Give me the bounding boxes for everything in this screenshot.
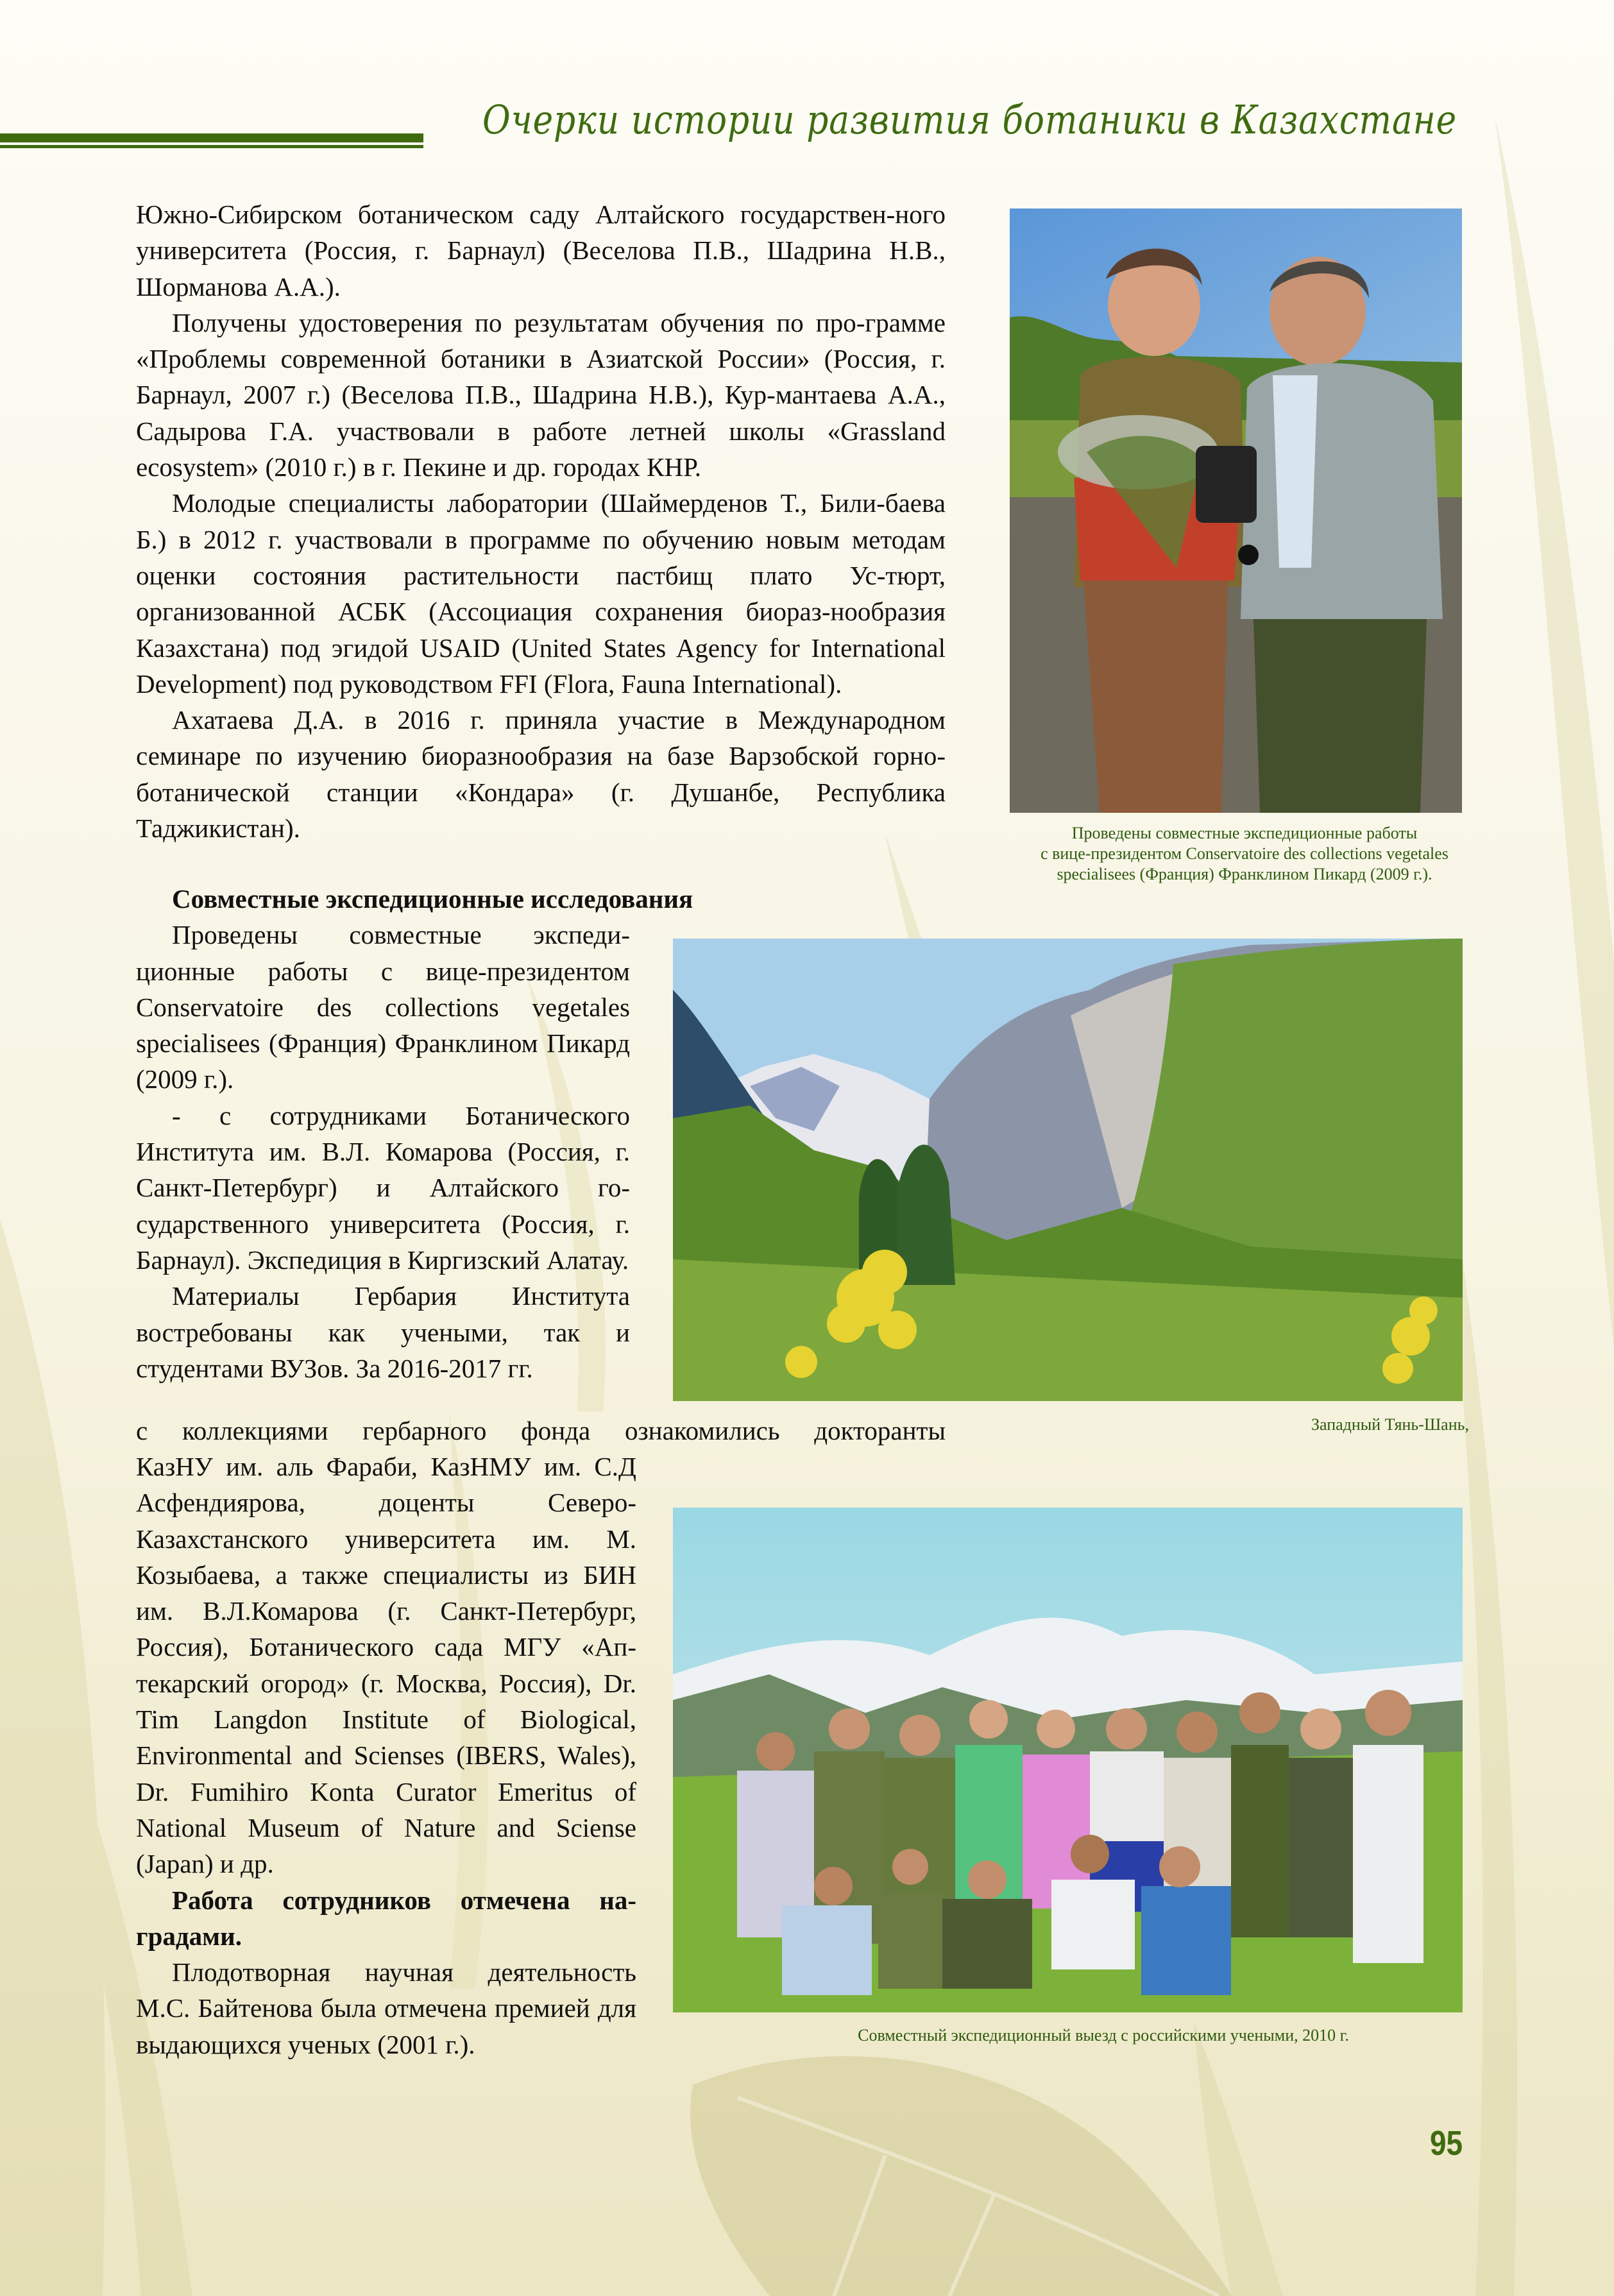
header-rule-thick — [0, 133, 423, 142]
photo-caption-2: Западный Тянь-Шань, — [1311, 1415, 1469, 1434]
section-heading: Работа сотрудников отмечена на-градами. — [136, 1885, 636, 1951]
caption-line: с вице-президентом Conservatoire des collections vegetales — [1041, 844, 1448, 863]
text-column-bottom — [136, 1449, 636, 2062]
text-column-middle — [136, 881, 693, 1386]
photo-caption-1 — [988, 823, 1501, 885]
text-line-wide — [136, 1413, 946, 1449]
photo-two-botanists — [1010, 208, 1462, 813]
page-number: 95 — [1429, 2124, 1463, 2163]
paragraph: Ахатаева Д.А. в 2016 г. приняла участие в Международном семинаре по изучению биоразнообразия на базе Варзобской горно-ботанической станции «Кондара» (г. Душанбе, Республика Таджикистан). — [136, 705, 946, 844]
paragraph: Материалы Гербария Института востребованы как учеными, так и студентами ВУЗов. За 2016-2017 гг. — [136, 1281, 630, 1383]
paragraph: Проведены совместные экспеди-ционные работы с вице-президентом Conservatoire des collections vegetales specialisees (Франция) Франклином Пикард (2009 г.). — [136, 920, 630, 1094]
header-rule-thin — [0, 145, 423, 148]
paragraph: - с сотрудниками Ботанического Института им. В.Л. Комарова (Россия, г. Санкт-Петербург) и Алтайского го-сударственного университета (Россия, г. Барнаул). Экспедиция в Киргизский Алатау. — [136, 1100, 630, 1275]
caption-line: Проведены совместные экспедиционные работы — [1071, 824, 1418, 842]
paragraph: Плодотворная научная деятельность М.С. Байтенова была отмечена премией для выдающихся ученых (2001 г.). — [136, 1957, 636, 2059]
paragraph: КазНУ им. аль Фараби, КазНМУ им. С.Д Асфендиярова, доценты Северо-Казахстанского университета им. М. Козыбаева, а также специалисты из БИН им. В.Л.Комарова (г. Санкт-Петербург, Россия), Ботанического сада МГУ «Ап-текарский огород» (г. Москва, Россия), Dr. Tim Langdon Institute of Biological, Environmental and Scienses (IBERS, Wales), Dr. Fumihiro Konta Curator Emeritus of National Museum of Nature and Sciense (Japan) и др. — [136, 1452, 636, 1879]
text-column-top — [136, 196, 946, 846]
caption-line: specialisees (Франция) Франклином Пикард (2009 г.). — [1057, 865, 1432, 883]
section-heading: Совместные экспедиционные исследования — [172, 884, 693, 914]
paragraph-line: с коллекциями гербарного фонда ознакомились докторанты — [136, 1416, 946, 1445]
photo-caption-3: Совместный экспедиционный выезд с российскими учеными, 2010 г. — [858, 2026, 1349, 2045]
paragraph: Получены удостоверения по результатам обучения по про-грамме «Проблемы современной ботаники в Азиатской России» (Россия, г. Барнаул, 2007 г.) (Веселова П.В., Шадрина Н.В.), Кур-мантаева А.А., Садырова Г.А. участвовали в работе летней школы «Grassland ecosystem» (2010 г.) в г. Пекине и др. городах КНР. — [136, 307, 946, 482]
running-title: Очерки истории развития ботаники в Казахстане — [482, 96, 1457, 143]
paragraph: Молодые специалисты лаборатории (Шаймерденов Т., Били-баева Б.) в 2012 г. участвовали в программе по обучению новым методам оценки состояния растительности пастбищ плато Ус-тюрт, организованной АСБК (Ассоциация сохранения биораз-нообразия Казахстана) под эгидой USAID (United States Agency for International Development) под руководством FFI (Flora, Fauna International). — [136, 488, 946, 699]
paragraph: Южно-Сибирском ботаническом саду Алтайского государствен-ного университета (Россия, г. Барнаул) (Веселова П.В., Шадрина Н.В., Шорманова А.А.). — [136, 200, 946, 302]
photo-western-tian-shan — [673, 939, 1463, 1401]
photo-expedition-group — [673, 1508, 1463, 2012]
